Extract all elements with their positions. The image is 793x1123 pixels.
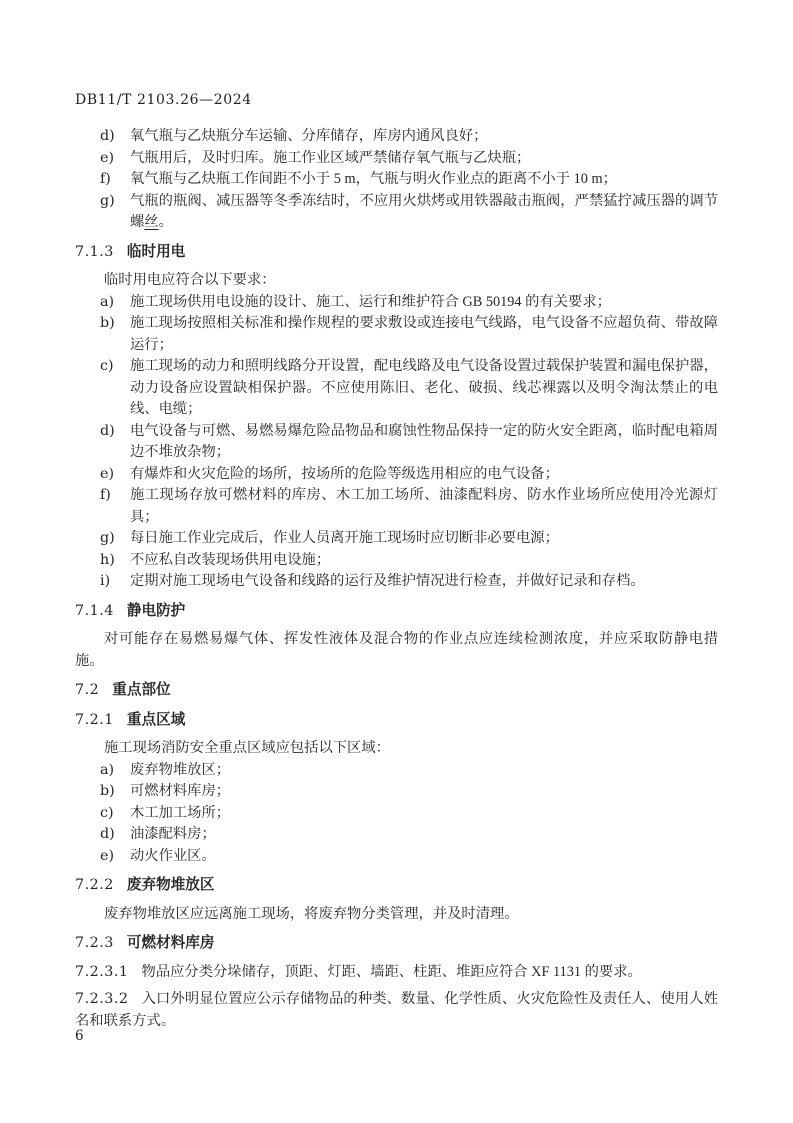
- clause-7-2-3-1: [75, 962, 718, 984]
- list-item: [75, 421, 718, 464]
- paragraph-key-areas-intro: 施工现场消防安全重点区域应包括以下区域：: [104, 740, 390, 756]
- list-item: [75, 824, 718, 846]
- list-item-label: h): [100, 551, 115, 568]
- list-item-text: 油漆配料房；: [130, 826, 216, 842]
- paragraph-temporary-power-intro: 临时用电应符合以下要求：: [104, 272, 276, 288]
- list-item: [75, 356, 718, 421]
- list-item-label: b): [100, 783, 115, 799]
- list-item: [75, 803, 718, 825]
- list-item-label: f): [100, 171, 111, 187]
- section-title: 废弃物堆放区: [126, 877, 215, 893]
- list-item: [75, 292, 718, 314]
- list-item-text: 施工现场的动力和照明线路分开设置，配电线路及电气设备设置过载保护装置和漏电保护器，动力设备应设置缺相保护器。不应使用陈旧、老化、破损、线芯裸露以及明令淘汰禁止的电线、电缆；: [130, 358, 718, 417]
- clause-number: 7.2.3.2: [75, 991, 129, 1007]
- list-item-text: 废弃物堆放区；: [130, 761, 231, 778]
- section-number: 7.2.2: [75, 877, 114, 893]
- document-code-header: DB11/T 2103.26—2024: [75, 92, 252, 108]
- clause-text: 物品应分类分垛储存，顶距、灯距、墙距、柱距、堆距应符合 XF 1131 的要求。: [141, 963, 642, 980]
- list-item-label: a): [100, 293, 115, 310]
- document-content: [75, 126, 718, 1032]
- clause-text: 入口外明显位置应公示存储物品的种类、数量、化学性质、火灾危险性及责任人、使用人姓名和联系方式。: [75, 991, 718, 1029]
- list-item-label: e): [100, 149, 115, 166]
- list-item-text: 有爆炸和火灾危险的场所，按场所的危险等级选用相应的电气设备；: [130, 465, 559, 482]
- section-title: 可燃材料库房: [126, 935, 215, 951]
- list-item-label: c): [100, 358, 114, 374]
- list-item-label: e): [100, 465, 115, 482]
- list-item: [75, 126, 718, 148]
- section-number: 7.1.3: [75, 243, 114, 260]
- clause-7-2-3-2: [75, 989, 718, 1032]
- section-heading-7-2-3: [75, 933, 718, 955]
- list-item-text: 氧气瓶与乙炔瓶工作间距不小于 5 m，气瓶与明火作业点的距离不小于 10 m；: [130, 171, 617, 187]
- list-item: [75, 464, 718, 486]
- list-item-text: 可燃材料库房；: [130, 783, 231, 799]
- list-item-text: 动火作业区。: [130, 847, 216, 864]
- section-number: 7.2.3: [75, 935, 114, 951]
- list-item-text: 气瓶用后，及时归库。施工作业区域严禁储存氧气瓶与乙炔瓶；: [130, 149, 531, 166]
- list-item-label: d): [100, 826, 115, 842]
- paragraph-waste-area: 废弃物堆放区应远离施工现场，将废弃物分类管理，并及时清理。: [104, 905, 519, 922]
- list-item: [75, 313, 718, 356]
- list-item: [75, 169, 718, 191]
- list-item-text: 每日施工作业完成后，作业人员离开施工现场时应切断非必要电源；: [130, 530, 559, 546]
- list-item-label: g): [100, 530, 115, 546]
- clause-number: 7.2.3.1: [75, 963, 129, 980]
- list-item-text: 施工现场供用电设施的设计、施工、运行和维护符合 GB 50194 的有关要求；: [130, 293, 611, 310]
- list-item: [75, 760, 718, 782]
- list-key-areas: [75, 760, 718, 868]
- underlined-text: 丝: [144, 214, 159, 230]
- list-item-text: 施工现场按照相关标准和操作规程的要求敷设或连接电气线路，电气设备不应超负荷、带故障运行；: [130, 315, 718, 353]
- page-number: 6: [75, 1028, 84, 1044]
- list-item: [75, 485, 718, 528]
- list-item-label: g): [100, 192, 115, 209]
- list-item: [75, 191, 718, 234]
- section-heading-7-2-1: [75, 710, 718, 732]
- section-heading-7-1-4: [75, 601, 718, 623]
- list-item-text: 定期对施工现场电气设备和线路的运行及维护情况进行检查，并做好记录和存档。: [130, 573, 645, 589]
- list-item-text: [130, 191, 718, 234]
- section-title: 重点部位: [112, 682, 171, 698]
- section-title: 重点区域: [126, 711, 186, 728]
- list-item-label: a): [100, 761, 115, 778]
- section-number: 7.2: [75, 682, 100, 698]
- list-item: [75, 550, 718, 572]
- list-item: [75, 148, 718, 170]
- list-item-text: 氧气瓶与乙炔瓶分车运输、分库储存，库房内通风良好；: [130, 128, 488, 144]
- paragraph-static-protection: 对可能存在易燃易爆气体、挥发性液体及混合物的作业点应连续检测浓度，并应采取防静电措施。: [75, 631, 718, 669]
- list-item-text: 施工现场存放可燃材料的库房、木工加工场所、油漆配料房、防水作业场所应使用冷光源灯具；: [130, 487, 718, 525]
- list-item-label: b): [100, 315, 115, 331]
- list-item: [75, 571, 718, 593]
- list-item-label: i): [100, 573, 111, 589]
- list-item-text: 木工加工场所；: [130, 804, 231, 821]
- section-number: 7.2.1: [75, 711, 114, 728]
- list-item-label: d): [100, 422, 115, 439]
- section-number: 7.1.4: [75, 602, 114, 619]
- list-item-text: 不应私自改装现场供用电设施；: [130, 551, 331, 568]
- section-heading-7-2: [75, 680, 718, 702]
- list-item-label: f): [100, 487, 111, 503]
- list-item-text: 电气设备与可燃、易燃易爆危险品物品和腐蚀性物品保持一定的防火安全距离，临时配电箱周边不堆放杂物；: [130, 422, 718, 460]
- list-item-label: c): [100, 804, 114, 821]
- section-title: 静电防护: [126, 602, 186, 619]
- list-item-label: d): [100, 128, 115, 144]
- section-heading-7-1-3: [75, 242, 718, 264]
- section-heading-7-2-2: [75, 875, 718, 897]
- list-item: [75, 846, 718, 868]
- section-title: 临时用电: [126, 243, 186, 260]
- text-fragment: 。: [158, 214, 173, 230]
- list-item-label: e): [100, 847, 115, 864]
- list-item: [75, 528, 718, 550]
- list-temporary-power-rules: [75, 292, 718, 593]
- list-gas-cylinder-rules: [75, 126, 718, 234]
- list-item: [75, 781, 718, 803]
- text-fragment: 气瓶的瓶阀、减压器等冬季冻结时，不应用火烘烤或用铁器敲击瓶阀，严禁猛拧减压器的调节螺: [130, 192, 718, 230]
